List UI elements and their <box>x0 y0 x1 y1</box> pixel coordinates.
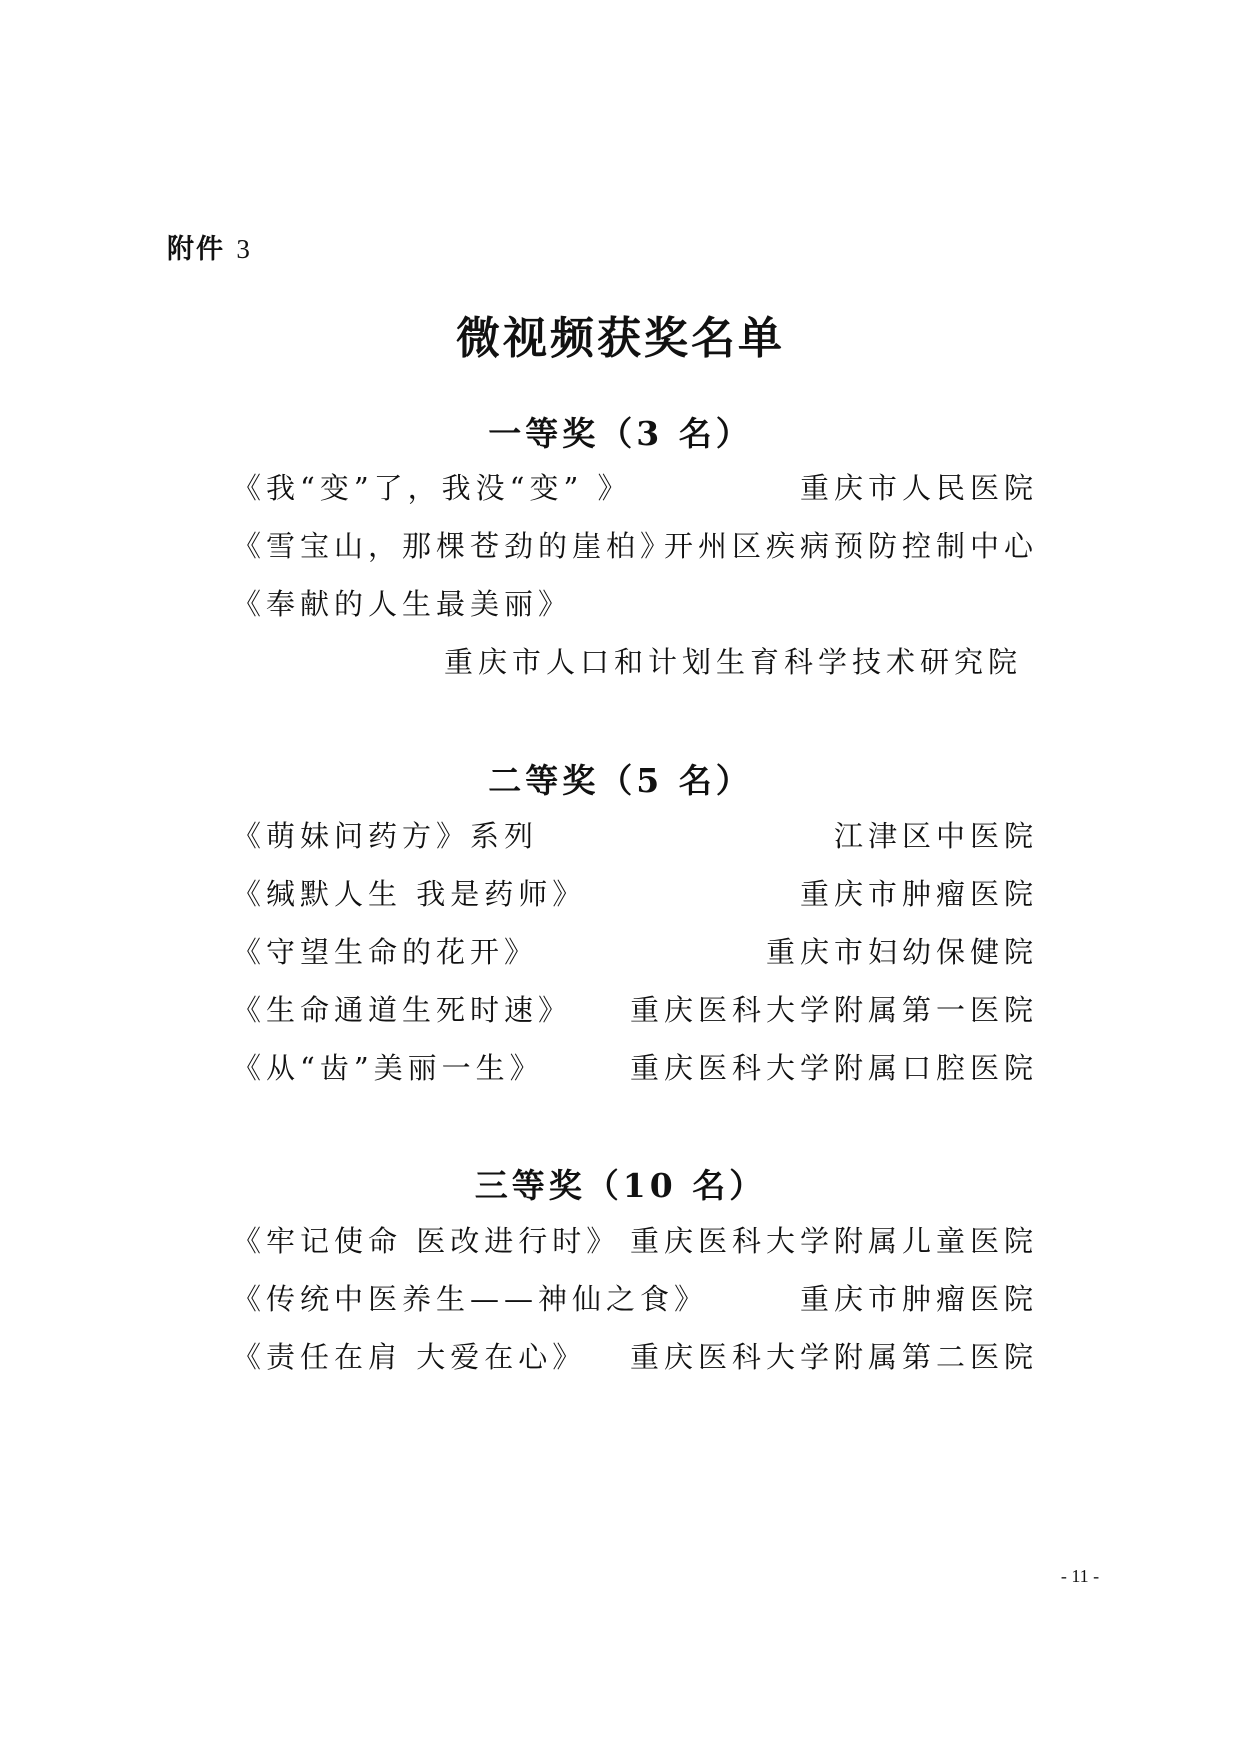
organization: 重庆医科大学附属第二医院 <box>629 1340 1038 1374</box>
attachment-label-text: 附件 <box>167 234 225 265</box>
award-entry <box>232 1046 1038 1086</box>
work-title: 《萌妹问药方》系列 <box>232 819 539 853</box>
work-title: 《从“齿”美丽一生》 <box>232 1051 544 1085</box>
award-entry <box>232 524 1038 564</box>
section-heading-third-prize: 三等奖（10 名） <box>474 1166 767 1205</box>
work-title: 《雪宝山，那棵苍劲的崖柏》 <box>232 529 675 563</box>
organization: 重庆医科大学附属口腔医院 <box>629 1051 1038 1085</box>
organization: 重庆医科大学附属儿童医院 <box>629 1224 1038 1258</box>
section-heading-second-prize: 二等奖（5 名） <box>488 761 753 800</box>
award-entry <box>232 466 1038 506</box>
section-heading-first-prize: 一等奖（3 名） <box>488 414 753 453</box>
work-title: 《生命通道生死时速》 <box>232 993 573 1027</box>
organization: 重庆市妇幼保健院 <box>765 935 1038 969</box>
work-title: 《奉献的人生最美丽》 <box>232 587 573 621</box>
work-title: 《守望生命的花开》 <box>232 935 539 969</box>
page-title: 微视频获奖名单 <box>456 313 785 364</box>
organization: 重庆市肿瘤医院 <box>799 1282 1038 1316</box>
organization: 江津区中医院 <box>833 819 1038 853</box>
work-title: 《牢记使命 医改进行时》 <box>232 1224 621 1258</box>
award-entry <box>232 814 1038 854</box>
page-number: - 11 - <box>1060 1566 1100 1586</box>
award-entry <box>232 582 1038 622</box>
award-entry <box>232 930 1038 970</box>
organization: 重庆市人口和计划生育科学技术研究院 <box>443 645 1022 679</box>
organization: 重庆市人民医院 <box>799 471 1038 505</box>
work-title: 《缄默人生 我是药师》 <box>232 877 587 911</box>
work-title: 《传统中医养生——神仙之食》 <box>232 1282 709 1316</box>
organization: 重庆医科大学附属第一医院 <box>629 993 1038 1027</box>
organization: 重庆市肿瘤医院 <box>799 877 1038 911</box>
work-title: 《责任在肩 大爱在心》 <box>232 1340 587 1374</box>
attachment-label <box>167 227 252 266</box>
work-title: 《我“变”了，我没“变” 》 <box>232 471 632 505</box>
award-entry <box>232 1277 1038 1317</box>
organization: 开州区疾病预防控制中心 <box>663 529 1038 563</box>
award-entry <box>232 1219 1038 1259</box>
award-entry <box>232 1335 1038 1375</box>
award-entry <box>232 988 1038 1028</box>
attachment-number: 3 <box>236 234 252 264</box>
award-entry <box>232 872 1038 912</box>
